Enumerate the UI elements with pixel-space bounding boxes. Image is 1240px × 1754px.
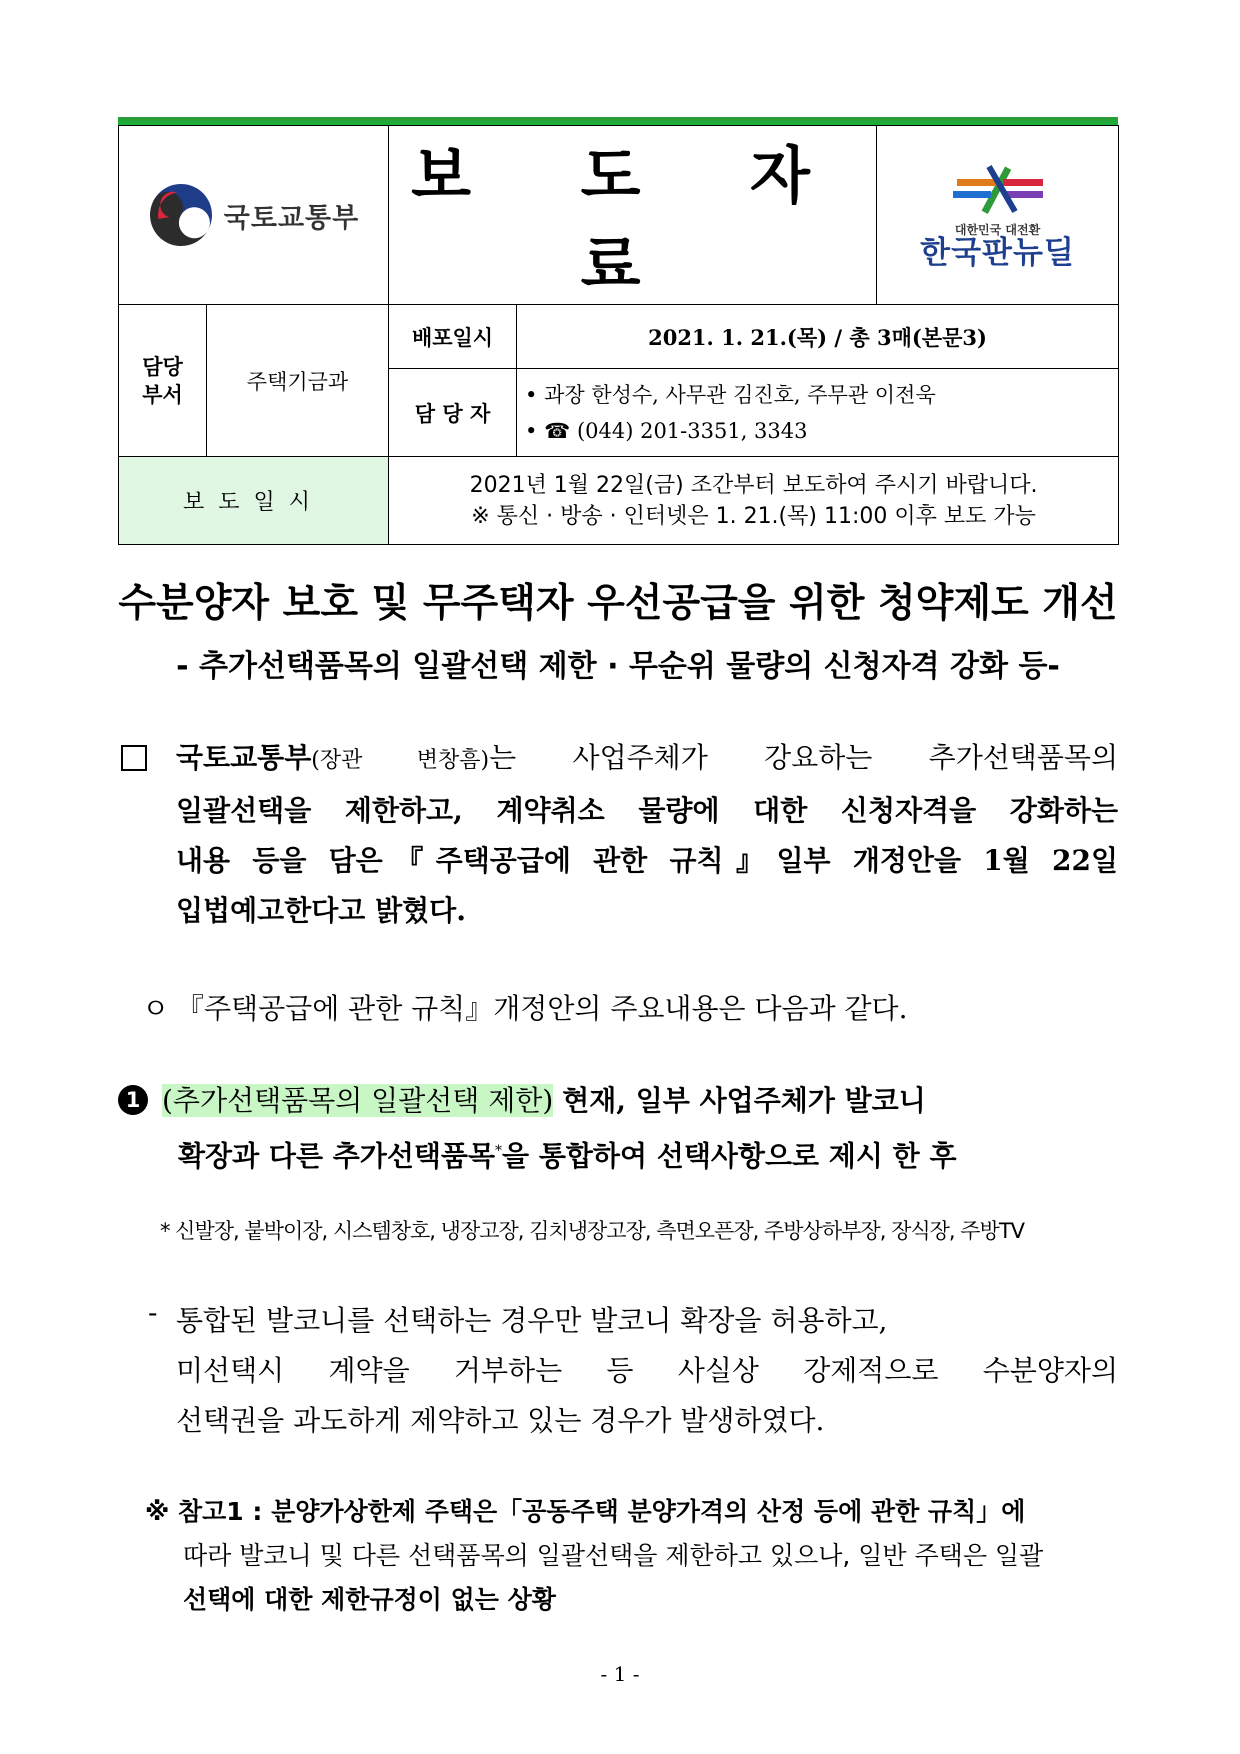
embargo-label: 보도일시: [119, 457, 389, 545]
phone-icon: ☎: [544, 418, 571, 443]
item1-sub-paragraph: [176, 1296, 1118, 1446]
newdeal-tagline: 대한민국 대전환: [954, 223, 1041, 237]
ministry-logo-cell: [119, 126, 389, 305]
dept-value: 주택기금과: [207, 305, 389, 457]
taegeuk-logo-icon: [148, 182, 214, 248]
dash-bullet: -: [148, 1296, 158, 1329]
newdeal-name: 한국판뉴딜: [920, 235, 1075, 271]
reference-line-1: ※ 참고1 : 분양가상한제 주택은「공동주택 분양가격의 산정 등에 관한 규칙」에: [145, 1497, 1026, 1526]
embargo-line-1: 2021년 1월 22일(금) 조간부터 보도하여 주시기 바랍니다.: [469, 472, 1038, 498]
contact-info: [517, 369, 1119, 457]
intro-line-2: 일괄선택을 제한하고, 계약취소 물량에 대한 신청자격을 강화하는: [176, 794, 1118, 827]
circle-bullet-icon: ㅇ: [142, 992, 170, 1025]
item1-highlight: (추가선택품목의 일괄선택 제한): [162, 1084, 554, 1117]
header-table: [118, 125, 1119, 545]
sub-title: - 추가선택품목의 일괄선택 제한 · 무순위 물량의 신청자격 강화 등-: [176, 649, 1060, 684]
item1-sub-line-3: 선택권을 과도하게 제약하고 있는 경우가 발생하였다.: [176, 1404, 825, 1437]
ministry-name: 국토교통부: [223, 202, 360, 234]
press-header: [118, 117, 1118, 545]
item1-sub-line-1: 통합된 발코니를 선택하는 경우만 발코니 확장을 허용하고,: [176, 1304, 888, 1337]
contact-phone-number: (044) 201-3351, 3343: [576, 418, 808, 443]
dist-date-value: 2021. 1. 21.(목) / 총 3매(본문3): [517, 305, 1119, 369]
intro-line-1: 국토교통부(장관 변창흠)는 사업주체가 강요하는 추가선택품목의: [176, 741, 1118, 774]
contact-label: 담 당 자: [389, 369, 517, 457]
number-one-bullet-icon: 1: [118, 1085, 148, 1115]
checkbox-bullet-icon: [121, 745, 147, 771]
item1-sub-line-2: 미선택시 계약을 거부하는 등 사실상 강제적으로 수분양자의: [176, 1354, 1118, 1387]
intro-line-4: 입법예고한다고 밝혔다.: [176, 894, 466, 927]
dept-label: 담당 부서: [119, 305, 207, 457]
page-number: - 1 -: [600, 1662, 640, 1686]
reference-note: [145, 1490, 1118, 1622]
embargo-value: [389, 457, 1119, 545]
newdeal-logo-cell: [877, 126, 1119, 305]
embargo-line-2: ※ 통신 · 방송 · 인터넷은 1. 21.(목) 11:00 이후 보도 가능: [471, 503, 1036, 529]
header-green-bar: [118, 117, 1118, 125]
item1-line-2: 확장과 다른 추가선택품목*을 통합하여 선택사항으로 제시 한 후: [178, 1139, 957, 1173]
summary-line: 『주택공급에 관한 규칙』개정안의 주요내용은 다음과 같다.: [176, 992, 908, 1025]
intro-paragraph: [176, 733, 1118, 936]
newdeal-logo-icon: [943, 161, 1053, 219]
item1-footnote: * 신발장, 붙박이장, 시스템창호, 냉장고장, 김치냉장고장, 측면오픈장, 주방상하부장, 장식장, 주방TV: [160, 1219, 1025, 1243]
press-release-title: 보 도 자 료: [389, 126, 877, 305]
main-title: 수분양자 보호 및 무주택자 우선공급을 위한 청약제도 개선: [118, 581, 1118, 626]
reference-line-2: 따라 발코니 및 다른 선택품목의 일괄선택을 제한하고 있으나, 일반 주택은 일괄: [183, 1541, 1044, 1570]
dist-date-label: 배포일시: [389, 305, 517, 369]
item1-line-1: (추가선택품목의 일괄선택 제한) 현재, 일부 사업주체가 발코니: [162, 1084, 926, 1117]
item1-paragraph: [162, 1076, 1082, 1181]
reference-line-3: 선택에 대한 제한규정이 없는 상황: [183, 1585, 556, 1614]
intro-line-3: 내용 등을 담은『주택공급에 관한 규칙』일부 개정안을 1월 22일: [176, 844, 1118, 877]
contact-people: • 과장 한성수, 사무관 김진호, 주무관 이전욱: [525, 382, 936, 407]
contact-phone: • ☎ (044) 201-3351, 3343: [525, 418, 808, 443]
